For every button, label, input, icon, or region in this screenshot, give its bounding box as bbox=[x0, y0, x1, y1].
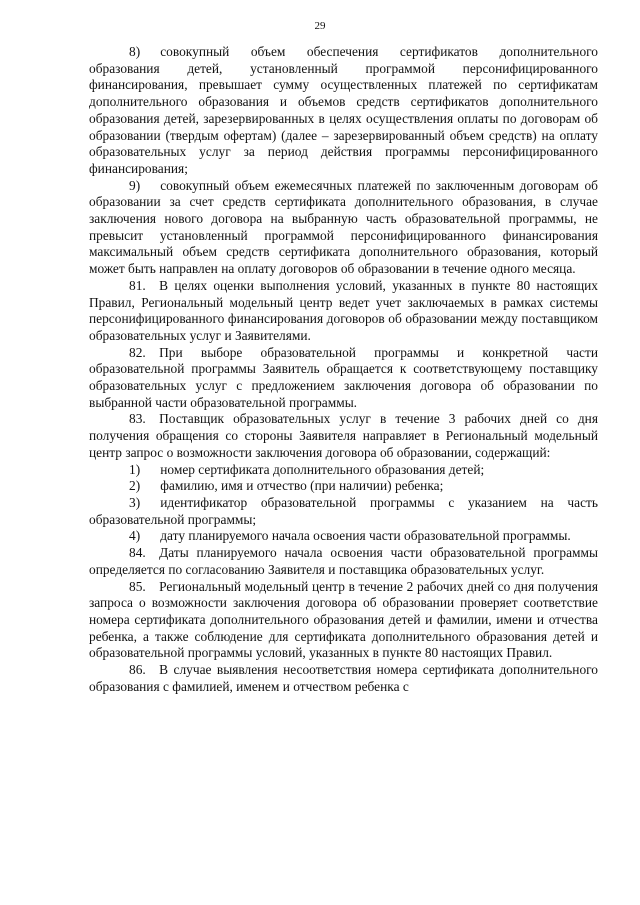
list-item-4: 4) дату планируемого начала освоения части образовательной программы. bbox=[129, 528, 571, 544]
paragraph-85: 85. Региональный модельный центр в течение 2 рабочих дней со дня получения запроса о возможности заключения договора об образовании проверяет соответствие номера сертификата дополнительного образования детей и фамилии, имени и отчества ребенка, а также соблюдение для сертификата дополнительного образования детей и образовательной программы условий, указанных в пункте 80 настоящих Правил. bbox=[89, 578, 598, 661]
paragraph-item-8: 8) совокупный объем обеспечения сертификатов дополнительного образования детей, установленный программой персонифицированного финансирования, превышает сумму осуществленных платежей по сертификатам дополнительного образования и объемов средств сертификатов дополнительного образования детей, зарезервированных в целях осуществления оплаты по договорам об образовании (твердым офертам) (далее – зарезервированный объем средств) на оплату образовательных услуг за период действия программы персонифицированного финансирования; bbox=[89, 44, 598, 176]
paragraph-83: 83. Поставщик образовательных услуг в течение 3 рабочих дней со дня получения обращения со стороны Заявителя направляет в Региональный модельный центр запрос о возможности заключения договора об образовании, содержащий: bbox=[89, 411, 598, 460]
list-item-2: 2) фамилию, имя и отчество (при наличии) ребенка; bbox=[129, 478, 444, 494]
paragraph-84: 84. Даты планируемого начала освоения части образовательной программы определяется по согласованию Заявителя и поставщика образовательных услуг. bbox=[89, 545, 598, 577]
document-body bbox=[89, 44, 598, 695]
page-number: 29 bbox=[314, 20, 326, 32]
list-item-1: 1) номер сертификата дополнительного образования детей; bbox=[129, 461, 485, 477]
paragraph-86: 86. В случае выявления несоответствия номера сертификата дополнительного образования с фамилией, именем и отчеством ребенка с bbox=[89, 662, 598, 694]
paragraph-82: 82. При выборе образовательной программы и конкретной части образовательной программы Заявитель обращается к соответствующему поставщику образовательных услуг с предложением заключения договора об образовании по выбранной части образовательной программы. bbox=[89, 344, 598, 410]
paragraph-81: 81. В целях оценки выполнения условий, указанных в пункте 80 настоящих Правил, Региональный модельный центр ведет учет заключаемых в рамках системы персонифицированного финансирования договоров об образовании между поставщиком образовательных услуг и Заявителями. bbox=[89, 277, 598, 343]
paragraph-item-9: 9) совокупный объем ежемесячных платежей по заключенным договорам об образовании за счет средств сертификата дополнительного образования, в случае заключения нового договора на выбранную часть образовательной программы, не превысит установленный программой персонифицированного финансирования максимальный объем средств сертификата дополнительного образования, который может быть направлен на оплату договоров об образовании в течение одного месяца. bbox=[89, 177, 598, 277]
list-item-3: 3) идентификатор образовательной программы с указанием на часть образовательной программы; bbox=[89, 494, 598, 527]
